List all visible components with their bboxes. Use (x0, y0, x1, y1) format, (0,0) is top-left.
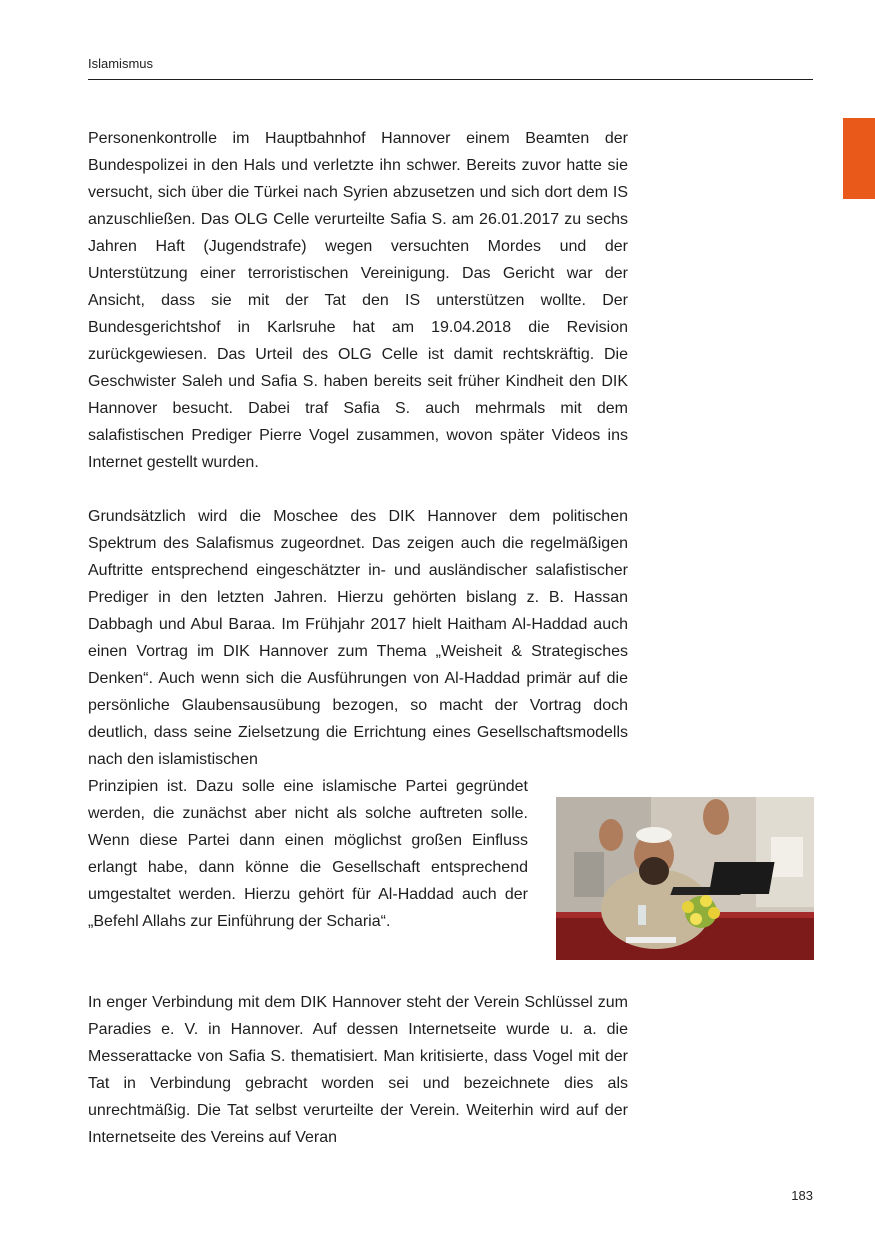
paragraph-2-part-2: Prinzipien ist. Dazu solle eine islamische Partei gegründet werden, die zunächst aber nicht als solche auftreten solle. Wenn diese Partei dann einen möglichst großen Einfluss erlangt habe, dann könne die Gesellschaft entsprechend umgestaltet werden. Hierzu gehört für Al-Haddad auch der „Befehl Allahs zur Einführung der Scharia“. (88, 778, 528, 930)
page-number: 183 (791, 1188, 813, 1203)
running-header: Islamismus (88, 56, 154, 71)
paragraph-2-part-1: Grundsätzlich wird die Moschee des DIK Hannover dem politischen Spektrum des Salafismus zugeordnet. Das zeigen auch die regelmäßigen Auftritte entsprechend eingeschätzter in- und ausländischer salafistischer Prediger in den letzten Jahren. Hierzu gehörten bislang z. B. Hassan Dabbagh und Abul Baraa. Im Frühjahr 2017 hielt Haitham Al-Haddad auch einen Vortrag im DIK Hannover zum Thema „Weisheit & Strategisches Denken“. Auch wenn sich die Ausführungen von Al-Haddad primär auf die persönliche Glaubensausübung bezogen, so macht der Vortrag doch deutlich, dass seine Zielsetzung die Errichtung eines Gesellschaftsmodells nach den islamistischen (88, 508, 628, 768)
chapter-tab-marker (843, 118, 875, 199)
speaker-photo-illustration (556, 797, 814, 960)
paragraph-1: Personenkontrolle im Hauptbahnhof Hannover einem Beamten der Bundespolizei in den Hals und verletzte ihn schwer. Bereits zuvor hatte sie versucht, sich über die Türkei nach Syrien abzusetzen und sich dort dem IS anzuschließen. Das OLG Celle verurteilte Safia S. am 26.01.2017 zu sechs Jahren Haft (Jugendstrafe) wegen versuchten Mordes und der Unterstützung einer terroristischen Vereinigung. Das Gericht war der Ansicht, dass sie mit der Tat den IS unterstützen wollte. Der Bundesgerichtshof in Karlsruhe hat am 19.04.2018 die Revision zurückgewiesen. Das Urteil des OLG Celle ist damit rechtskräftig. Die Geschwister Saleh und Safia S. haben bereits seit früher Kindheit den DIK Hannover besucht. Dabei traf Safia S. auch mehrmals mit dem salafistischen Prediger Pierre Vogel zusammen, wovon später Videos ins Internet gestellt wurden. (88, 130, 628, 471)
header-rule (88, 79, 813, 80)
paragraph-3: In enger Verbindung mit dem DIK Hannover steht der Verein Schlüssel zum Paradies e. V. in Hannover. Auf dessen Internetseite wurde u. a. die Messerattacke von Safia S. thematisiert. Man kritisierte, dass Vogel mit der Tat in Verbindung gebracht worden sei und bezeichnete dies als unrechtmäßig. Die Tat selbst verurteilte der Verein. Weiterhin wird auf der Internetseite des Vereins auf Veran (88, 994, 628, 1146)
paragraph-2 (88, 503, 628, 935)
speaker-photo (556, 797, 814, 960)
